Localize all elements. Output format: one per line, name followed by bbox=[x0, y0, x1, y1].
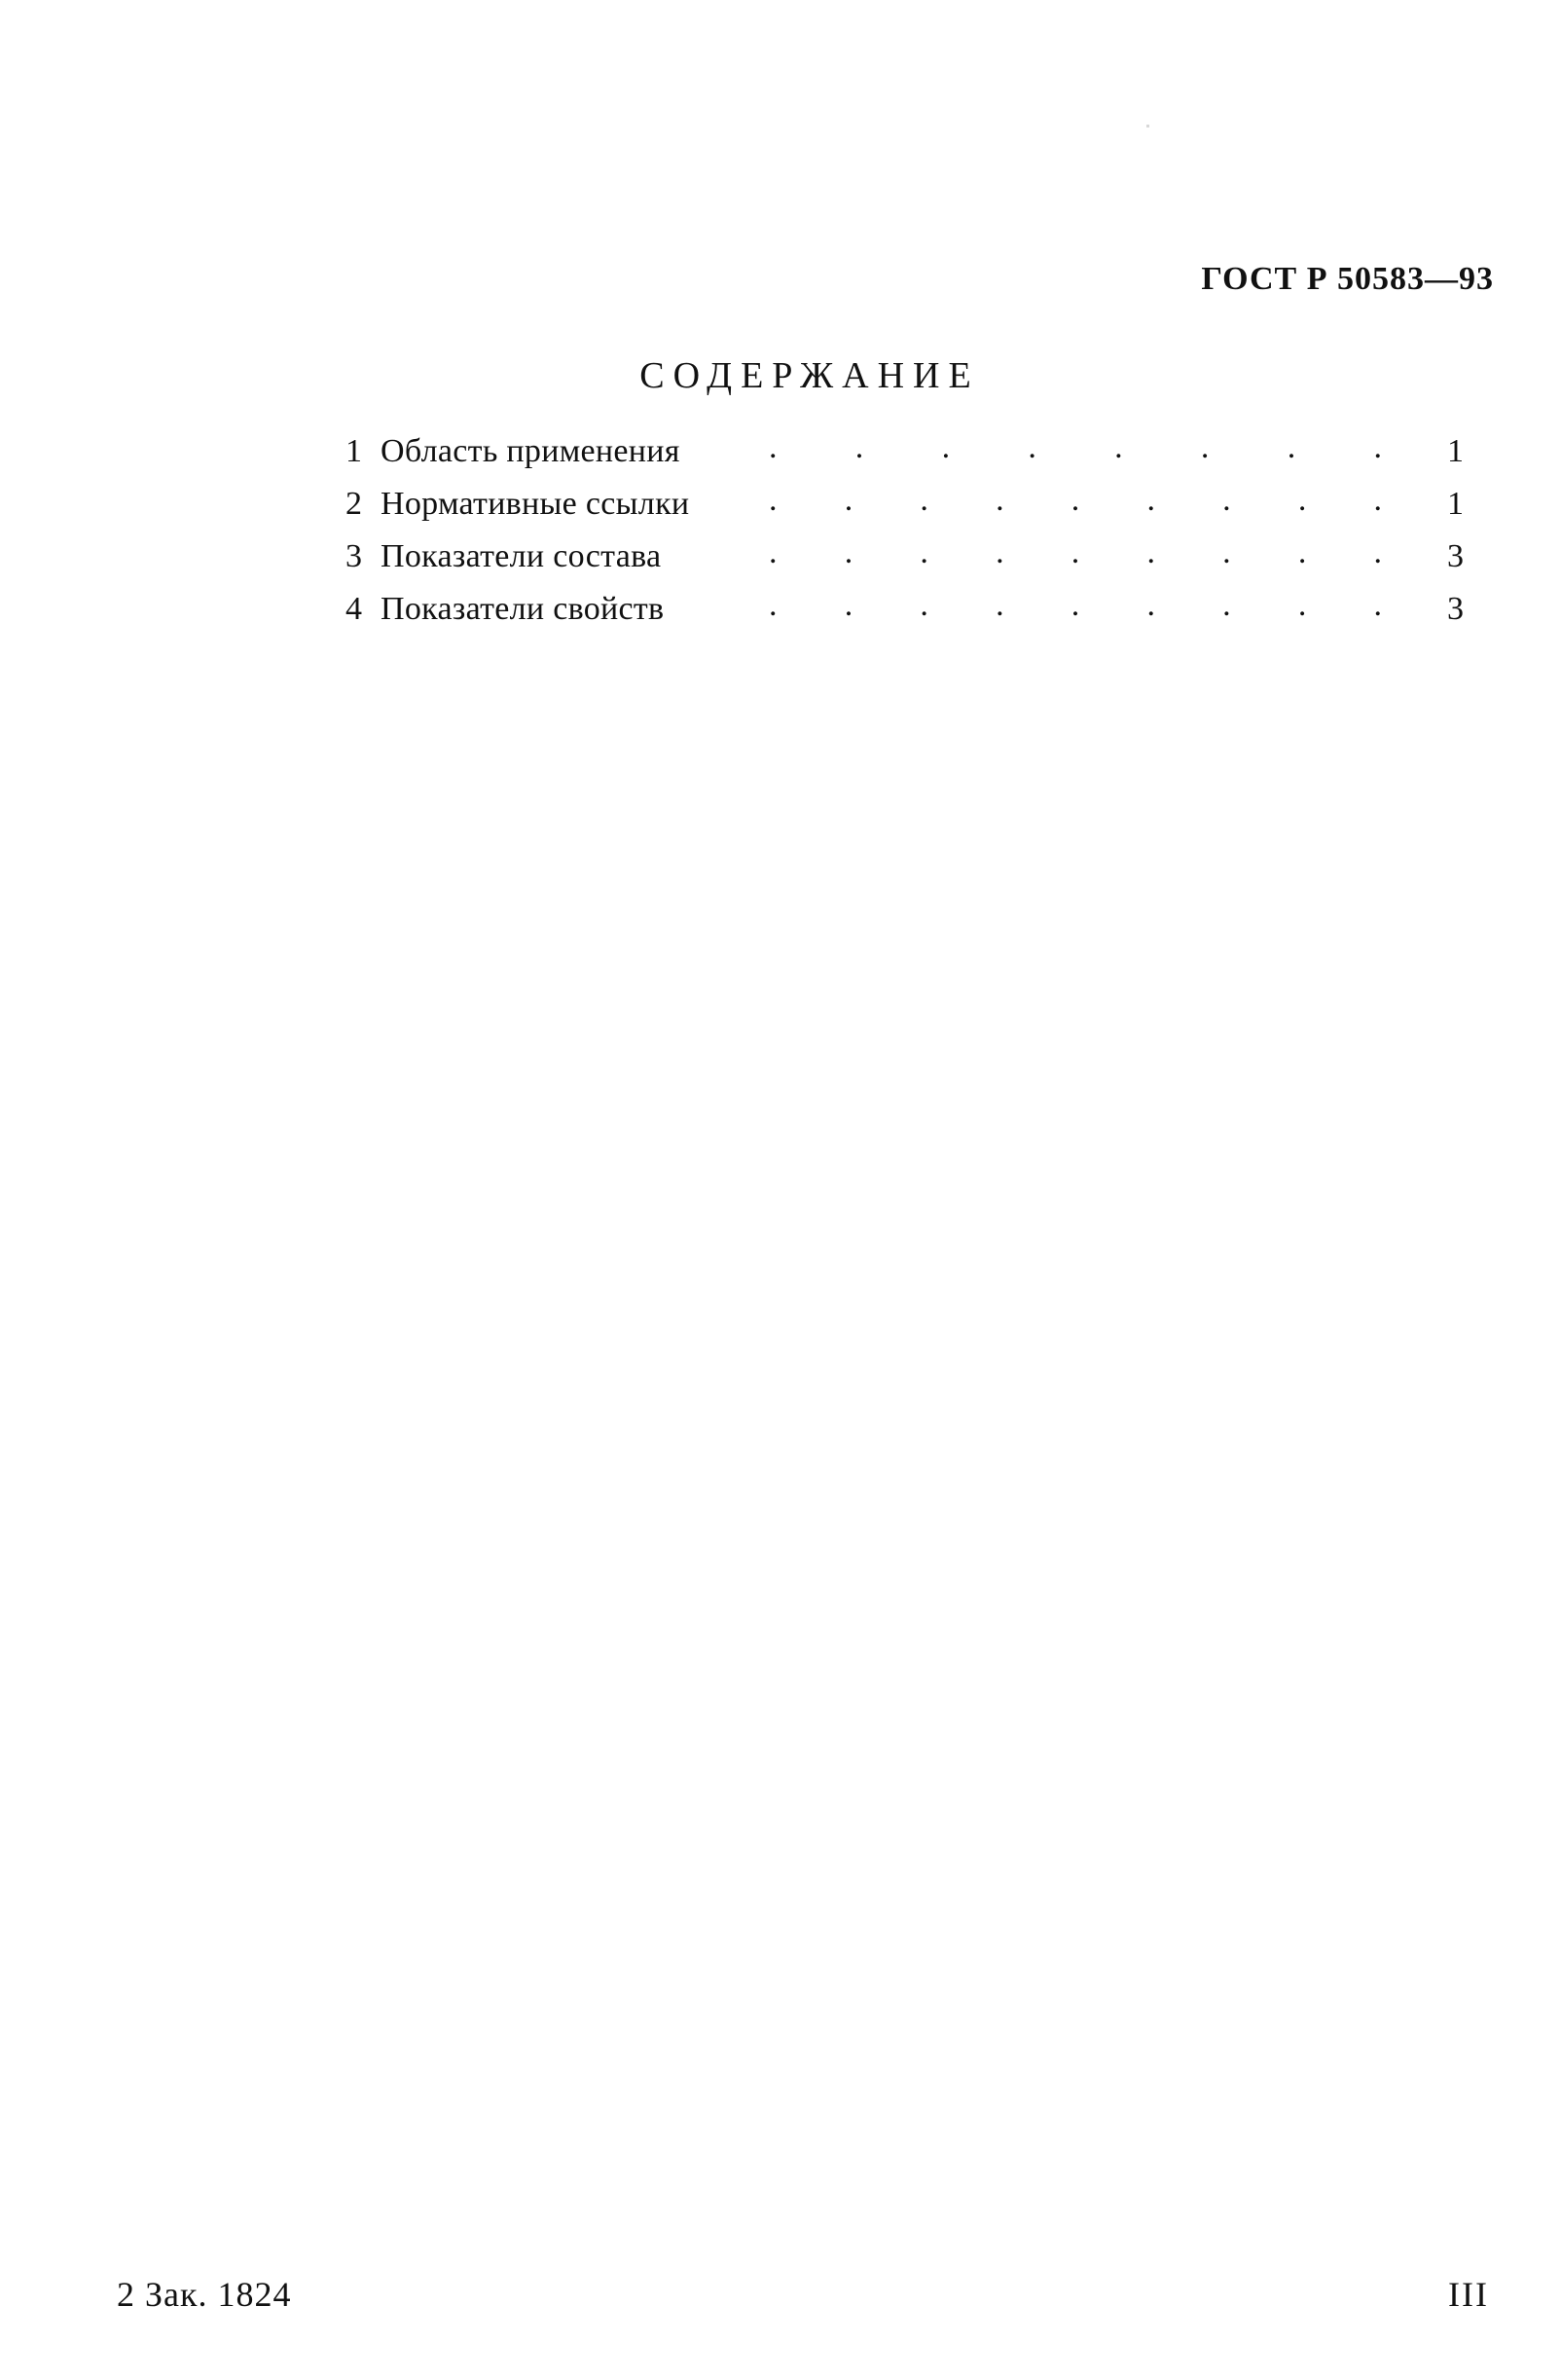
toc-entry-number: 2 bbox=[345, 486, 362, 522]
toc-entry-title: Показатели свойств bbox=[381, 591, 665, 627]
dot-leader: . . . . . . . . bbox=[769, 429, 1382, 465]
footer-page-number: III bbox=[1448, 2275, 1489, 2314]
toc-entry bbox=[345, 587, 1470, 643]
toc-entry-title: Показатели состава bbox=[381, 538, 662, 574]
toc-entry-page: 1 bbox=[1447, 433, 1464, 469]
toc-entry-page: 3 bbox=[1447, 538, 1464, 574]
document-code: ГОСТ Р 50583—93 bbox=[1201, 261, 1494, 297]
toc-entry bbox=[345, 534, 1470, 591]
toc-title: СОДЕРЖАНИЕ bbox=[639, 355, 980, 396]
dot-leader: . . . . . . . . . bbox=[769, 587, 1382, 623]
toc-entry bbox=[345, 482, 1470, 538]
toc-entry-number: 1 bbox=[345, 433, 362, 469]
toc-entry-page: 3 bbox=[1447, 591, 1464, 627]
toc-entry-title: Область применения bbox=[381, 433, 680, 469]
toc-entry-page: 1 bbox=[1447, 486, 1464, 522]
toc-entry-number: 3 bbox=[345, 538, 362, 574]
toc-entry bbox=[345, 429, 1470, 486]
scan-speck bbox=[1146, 125, 1149, 128]
table-of-contents bbox=[345, 429, 1470, 643]
dot-leader: . . . . . . . . . bbox=[769, 534, 1382, 570]
toc-entry-title: Нормативные ссылки bbox=[381, 486, 690, 522]
toc-entry-number: 4 bbox=[345, 591, 362, 627]
footer-order-number: 2 Зак. 1824 bbox=[117, 2275, 292, 2314]
dot-leader: . . . . . . . . . bbox=[769, 482, 1382, 518]
